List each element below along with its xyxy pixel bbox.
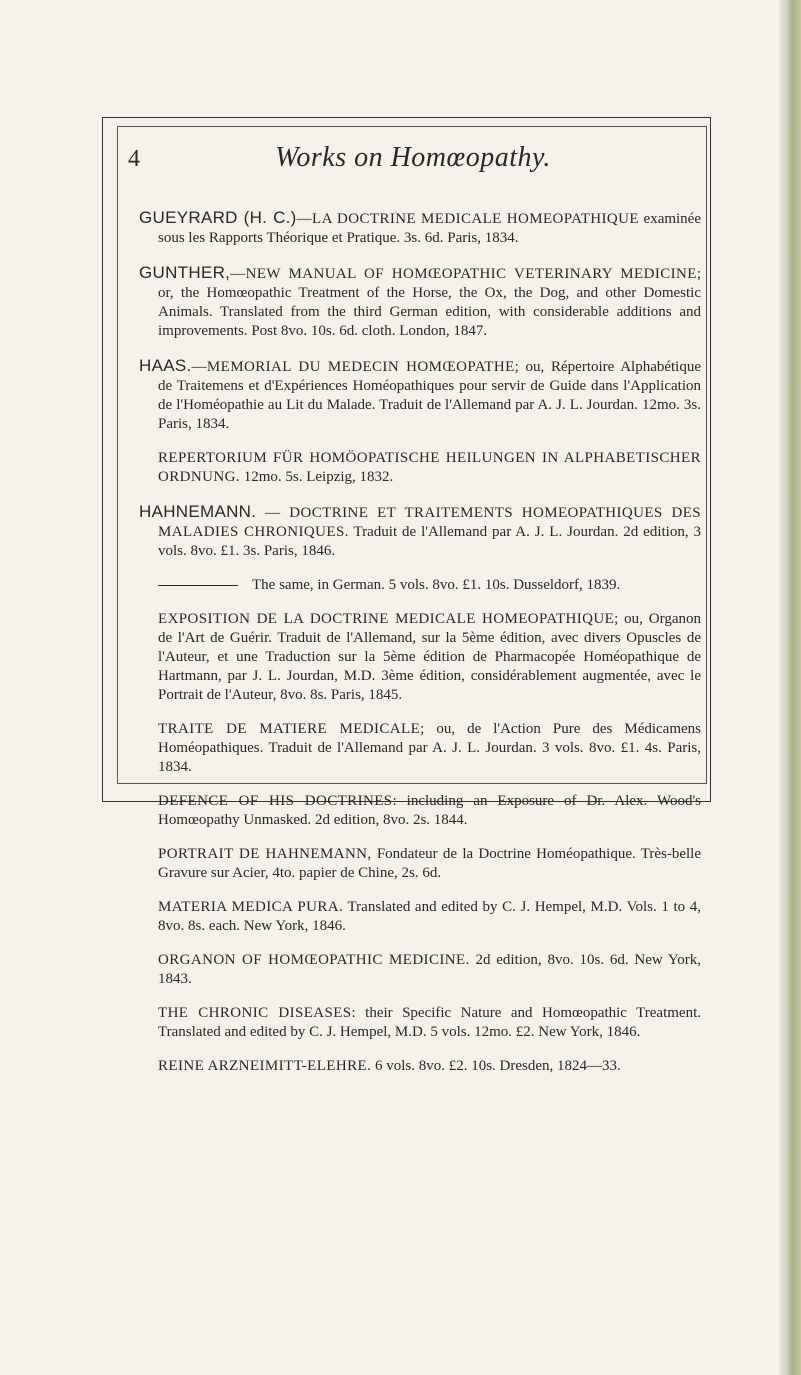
entry-heading: REPERTORIUM FÜR HOMÖOPATISCHE HEILUNGEN IN ALPHABETISCHER ORDNUNG. bbox=[158, 450, 701, 485]
catalogue-entry-exposition bbox=[139, 610, 701, 705]
entry-heading: ORGANON OF HOMŒOPATHIC MEDICINE. bbox=[158, 952, 470, 968]
entry-text: Translated and edited by C. J. Hempel, M.D. Vols. 1 to 4, 8vo. 8s. each. New York, 1846. bbox=[158, 899, 702, 934]
entry-heading: THE CHRONIC DISEASES bbox=[158, 1005, 352, 1021]
entry-text: ; ou, de l'Action Pure des Médicamens Homéopathiques. Traduit de l'Allemand par A. J. L. Jourdan. 3 vols. 8vo. £1. 4s. Paris, 1834. bbox=[158, 721, 702, 775]
entry-heading: —NEW MANUAL OF HOMŒOPATHIC VETERINARY MEDICINE bbox=[230, 266, 697, 282]
entry-heading: EXPOSITION DE LA DOCTRINE MEDICALE HOMEOPATHIQUE bbox=[158, 611, 615, 627]
catalogue-entry-reine-arzneimittellehre bbox=[139, 1057, 701, 1076]
entry-text: Fondateur de la Doctrine Homéopathique. Très-belle Gravure sur Acier, 4to. papier de Chine, 2s. 6d. bbox=[158, 846, 701, 881]
entry-text: Traduit de l'Allemand par A. J. L. Jourdan. 2d edition, 3 vols. 8vo. £1. 3s. Paris, 1846. bbox=[158, 524, 702, 559]
entry-text: examinée sous les Rapports Théorique et Pratique. 3s. 6d. Paris, 1834. bbox=[158, 211, 701, 246]
catalogue-entry-haas bbox=[139, 356, 701, 434]
catalogue-entry-gueyrard bbox=[139, 208, 701, 248]
catalogue-entry-german-edition bbox=[139, 576, 701, 595]
entry-text: ; ou, Répertoire Alphabétique de Traitemens et d'Expériences Homéopathiques pour servir de Guide dans l'Application de l'Homéopathie au Lit du Malade. Traduit de l'Allemand par A. J. L. Jourdan. 12mo. 3s. Paris, 1834. bbox=[158, 359, 702, 432]
catalogue-entry-organon bbox=[139, 951, 701, 989]
entry-text: 6 vols. 8vo. £2. 10s. Dresden, 1824—33. bbox=[371, 1058, 621, 1074]
catalogue-entry-materia-medica bbox=[139, 898, 701, 936]
catalogue-entry-gunther bbox=[139, 263, 701, 341]
entry-text: ; ou, Organon de l'Art de Guérir. Traduit de l'Allemand, sur la 5ème édition, avec divers Opuscles de l'Auteur, et une Traduction sur la 5ème édition de Pharmacopée Homéopathique de Hartmann, par J. L. Jourdan, M.D. 3ème édition, considérablement augmentée, avec le Portrait de l'Auteur, 8vo. 8s. Paris, 1845. bbox=[158, 611, 701, 703]
entry-text: 2d edition, 8vo. 10s. 6d. New York, 1843. bbox=[158, 952, 702, 987]
catalogue-entry-repertorium bbox=[139, 449, 701, 487]
page-number: 4 bbox=[128, 146, 140, 172]
entry-heading: PORTRAIT DE HAHNEMANN, bbox=[158, 846, 372, 862]
ditto-rule bbox=[158, 585, 238, 586]
page-edge bbox=[779, 0, 801, 1375]
entry-text: : including an Exposure of Dr. Alex. Wood's Homœopathy Unmasked. 2d edition, 8vo. 2s. 1844. bbox=[158, 793, 701, 828]
entry-text: 12mo. 5s. Leipzig, 1832. bbox=[239, 469, 394, 485]
entry-text: ; or, the Homœopathic Treatment of the Horse, the Ox, the Dog, and other Domestic Animals. Translated from the third German edition, with considerable additions and improvements. Post 8vo. 10s. 6d. cloth. London, 1847. bbox=[158, 266, 701, 339]
entry-heading: —MEMORIAL DU MEDECIN HOMŒOPATHE bbox=[191, 359, 515, 375]
entry-heading: REINE ARZNEIMITT-ELEHRE. bbox=[158, 1058, 372, 1074]
entry-heading: —LA DOCTRINE MEDICALE HOMEOPATHIQUE bbox=[296, 211, 639, 227]
catalogue-list bbox=[139, 193, 701, 1089]
entry-heading: MATERIA MEDICA PURA. bbox=[158, 899, 344, 915]
entry-heading: — DOCTRINE ET TRAITEMENTS HOMEOPATHIQUES DES MALADIES CHRONIQUES. bbox=[158, 505, 701, 540]
catalogue-entry-defence bbox=[139, 792, 701, 830]
running-title: Works on Homœopathy. bbox=[275, 142, 551, 173]
entry-author: HAHNEMANN. bbox=[139, 502, 257, 521]
entry-heading: DEFENCE OF HIS DOCTRINES bbox=[158, 793, 393, 809]
page-header bbox=[128, 142, 698, 182]
catalogue-entry-chronic-diseases bbox=[139, 1004, 701, 1042]
entry-text: The same, in German. 5 vols. 8vo. £1. 10s. Dusseldorf, 1839. bbox=[252, 577, 621, 593]
entry-heading: TRAITE DE MATIERE MEDICALE bbox=[158, 721, 421, 737]
entry-text: : their Specific Nature and Homœopathic Treatment. Translated and edited by C. J. Hempel, M.D. 5 vols. 12mo. £2. New York, 1846. bbox=[158, 1005, 701, 1040]
catalogue-entry-hahnemann bbox=[139, 502, 701, 561]
entry-author: HAAS. bbox=[139, 356, 192, 375]
catalogue-entry-traite bbox=[139, 720, 701, 777]
entry-author: GUNTHER, bbox=[139, 263, 231, 282]
entry-author: GUEYRARD (H. C.) bbox=[139, 208, 297, 227]
catalogue-entry-portrait bbox=[139, 845, 701, 883]
